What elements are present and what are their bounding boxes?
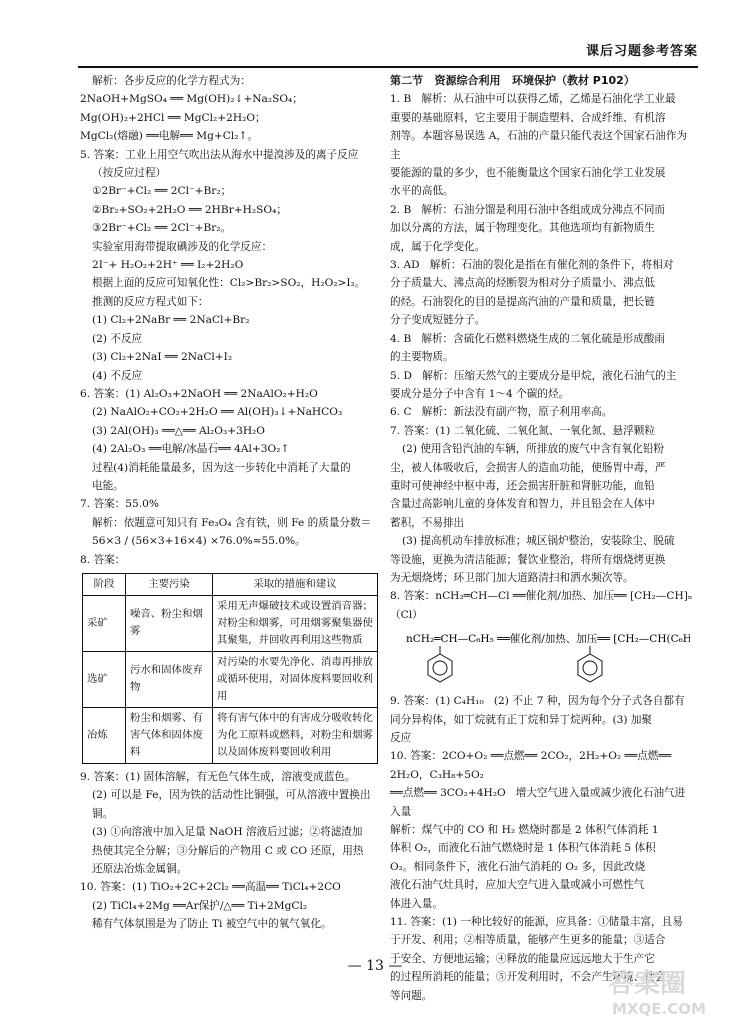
text-line: 6. C 解析：新法没有副产物，原子利用率高。 bbox=[390, 406, 613, 419]
text-line: 9. 答案：(1) 固体溶解，有无色气体生成，溶液变成蓝色。 bbox=[80, 770, 356, 783]
text-line: 分子变成短链分子。 bbox=[390, 314, 486, 327]
text-line: （按反应过程） bbox=[92, 167, 167, 180]
benzene-ring-monomer bbox=[428, 654, 452, 682]
text-line: 解析：煤气中的 CO 和 H₂ 燃烧时都是 2 体积气体消耗 1 bbox=[390, 824, 659, 837]
table-cell: 对污染的水要先净化、消毒再排放或循环使用，对固体废料要回收利用 bbox=[213, 651, 378, 707]
text-line: (3) 2Al(OH)₃ ══△══ Al₂O₃+3H₂O bbox=[92, 424, 265, 437]
text-line: 解析：各步反应的化学方程式为： bbox=[92, 75, 251, 87]
text-line: (2) NaAlO₂+CO₂+2H₂O ══ Al(OH)₃↓+NaHCO₃ bbox=[92, 406, 343, 419]
styrene-polymerization bbox=[400, 628, 696, 688]
page-header bbox=[78, 22, 698, 68]
text-line: 分子质量大、沸点高的烃断裂为相对分子质量小、沸点低 bbox=[390, 277, 655, 290]
text-line: (3) 提高机动车排放标准；城区锅炉整治，安装除尘、脱硫 bbox=[402, 535, 675, 548]
text-line: Mg(OH)₂+2HCl ══ MgCl₂+2H₂O； bbox=[80, 111, 266, 124]
text-line: 7. 答案：(1) 二氧化硫、二氧化氮、一氧化氮、悬浮颗粒 bbox=[390, 424, 655, 437]
text-line: MgCl₂(熔融) ══电解══ Mg+Cl₂↑。 bbox=[80, 130, 258, 143]
text-line: 水平的高低。 bbox=[390, 185, 454, 198]
table-row bbox=[83, 595, 378, 651]
table-cell: 选矿 bbox=[83, 651, 126, 707]
text-line: ══点燃══ 3CO₂+4H₂O 增大空气进入量或减少液化石油气进 bbox=[390, 787, 686, 800]
table-header-row bbox=[83, 573, 378, 595]
text-line: 推测的反应方程式如下： bbox=[92, 295, 209, 308]
text-line: 8. 答案：nCH₂═CH—Cl ══催化剂/加热、加压══ [CH₂—CH]ₙ（Cl） bbox=[390, 590, 693, 621]
table-cell: 污水和固体废弃物 bbox=[126, 651, 213, 707]
text-line: 56×3 / (56×3+16×4) ×76.0%≈55.0%。 bbox=[92, 535, 306, 548]
text-line: 7. 答案：55.0% bbox=[80, 498, 159, 511]
text-line: 解析：依题意可知只有 Fe₃O₄ 含有铁，则 Fe 的质量分数＝ bbox=[92, 516, 372, 529]
pollution-table bbox=[82, 573, 378, 764]
text-line: 4. B 解析：含硫化石燃料燃烧生成的二氧化硫是形成酸雨 bbox=[390, 332, 666, 345]
text-line: 9. 答案：(1) C₄H₁₀ (2) 不止 7 种，因为每个分子式各自都有 bbox=[390, 695, 685, 708]
text-line: 根据上面的反应可知氧化性：Cl₂>Br₂>SO₂，H₂O₂>I₂。 bbox=[92, 277, 366, 290]
text-line: 6. 答案：(1) Al₂O₃+2NaOH ══ 2NaAlO₂+H₂O bbox=[80, 387, 318, 400]
text-line: 的主要物质。 bbox=[390, 351, 454, 364]
text-line: (2) 可以是 Fe，因为铁的活动性比铜强，可从溶液中置换出铜。 bbox=[92, 789, 371, 820]
table-header: 主要污染 bbox=[126, 573, 213, 595]
benzene-ring-inner bbox=[433, 661, 447, 675]
text-line: 过程(4)消耗能量最多，因为这一步转化中消耗了大量的 bbox=[92, 461, 351, 474]
header-title: 课后习题参考答案 bbox=[585, 44, 698, 59]
text-line: (2) 不反应 bbox=[92, 332, 143, 345]
table-cell: 采用无声爆破技术或设置消音器；对粉尘和烟雾，可用烟雾聚集器使其聚集，并回收再利用这些物质 bbox=[213, 595, 378, 651]
text-line: 8. 答案： bbox=[80, 553, 126, 566]
text-line: 2. B 解析：石油分馏是利用石油中各组成成分沸点不同而 bbox=[390, 203, 666, 216]
text-line: (4) 2Al₂O₃ ══电解/冰晶石══ 4Al+3O₂↑ bbox=[92, 443, 290, 456]
table-header: 阶段 bbox=[83, 573, 126, 595]
text-line: ③2Br⁻+Cl₂ ══ 2Cl⁻+Br₂。 bbox=[92, 222, 232, 235]
text-line: 热使其完全分解；③分解后的产物用 C 或 CO 还原，用热 bbox=[92, 844, 364, 857]
text-line: 加以分离的方法，属于物理变化。其他选项均有新物质生 bbox=[390, 222, 655, 235]
text-line: 为无烟烧烤；环卫部门加大道路清扫和洒水频次等。 bbox=[390, 571, 634, 584]
text-line: 11. 答案：(1) 一种比较好的能源，应具备：①储量丰富，且易 bbox=[390, 916, 683, 929]
text-line: (3) ①向溶液中加入足量 NaOH 溶液后过滤；②将滤渣加 bbox=[92, 826, 363, 839]
text-line: 电能。 bbox=[92, 479, 124, 492]
text-line: 入量 bbox=[390, 805, 412, 818]
table-header: 采取的措施和建议 bbox=[213, 573, 378, 595]
table-row bbox=[83, 651, 378, 707]
watermark-sub: MXQE.COM bbox=[612, 1000, 706, 1018]
table-row bbox=[83, 707, 378, 763]
text-line: (2) 使用含铅汽油的车辆，所排放的废气中含有氧化铅粉 bbox=[402, 443, 665, 456]
text-line: 要成分是分子中含有 1～4 个碳的烃。 bbox=[390, 387, 570, 400]
text-line: 同分异构体，如丁烷就有正丁烷和异丁烷两种。(3) 加聚 bbox=[390, 713, 653, 726]
text-line: 稀有气体氛围是为了防止 Ti 被空气中的氧气氧化。 bbox=[92, 918, 332, 931]
text-line: 1. B 解析：从石油中可以获得乙烯，乙烯是石油化学工业最 bbox=[390, 93, 676, 106]
text-line: 含量过高影响儿童的身体发育和智力，并且铅会在人体中 bbox=[390, 498, 655, 511]
text-line: (1) Cl₂+2NaBr ══ 2NaCl+Br₂ bbox=[92, 314, 250, 327]
text-line: 体积 O₂，而液化石油气燃烧时是 1 体积气体消耗 5 体积 bbox=[390, 842, 656, 855]
styrene-caption: nCH₂═CH—C₆H₅ ══催化剂/加热、加压══ [CH₂—CH(C₆H₅)]ₙ bbox=[406, 633, 690, 646]
text-line: 5. D 解析：压缩天然气的主要成分是甲烷，液化石油气的主 bbox=[390, 369, 677, 382]
watermark-text: 答案圈 bbox=[608, 969, 687, 999]
table-cell: 粉尘和烟雾、有害气体和固体废料 bbox=[126, 707, 213, 763]
text-line: 等设施，更换为清洁能源；餐饮业整治，将所有烟烧烤更换 bbox=[390, 553, 666, 566]
text-line: 5. 答案：工业上用空气吹出法从海水中提溴涉及的离子反应 bbox=[80, 148, 359, 161]
text-line: 要能源的量的多少，也不能衡量这个国家石油化学工业发展 bbox=[390, 167, 666, 180]
text-line: 蓄积，不易排出 bbox=[390, 516, 465, 529]
text-line: 等问题。 bbox=[390, 989, 433, 1002]
text-line: (3) Cl₂+2NaI ══ 2NaCl+I₂ bbox=[92, 351, 233, 364]
text-line: 成，属于化学变化。 bbox=[390, 240, 486, 253]
text-line: 反应 bbox=[390, 732, 412, 744]
text-line: 于安全、方便地运输；④释放的能量应远远地大于生产它 bbox=[390, 952, 655, 965]
text-line: 2I⁻+ H₂O₂+2H⁺ ══ I₂+2H₂O bbox=[92, 259, 244, 272]
text-line: 重时可使神经中枢中毒，还会损害肝脏和肾脏功能，血铅 bbox=[390, 479, 655, 492]
styrene-equation-svg bbox=[400, 628, 690, 688]
table-cell: 噪音、粉尘和烟雾 bbox=[126, 595, 213, 651]
text-line: 的烃。石油裂化的目的是提高汽油的产量和质量，把长链 bbox=[390, 295, 655, 308]
text-line: 的过程所消耗的能量；⑤开发利用时，不会产生环境、社会 bbox=[390, 971, 666, 984]
text-line: 10. 答案：(1) TiO₂+2C+2Cl₂ ══高温══ TiCl₄+2CO bbox=[80, 881, 341, 894]
text-line: 于开发、利用；②相等质量，能够产生更多的能量；③适合 bbox=[390, 934, 666, 947]
table-cell: 采矿 bbox=[83, 595, 126, 651]
text-line: 剂等。本题容易误选 A，石油的产量只能代表这个国家石油作为主 bbox=[390, 130, 688, 161]
text-line: 液化石油气灶具时，应加大空气进入量或减小可燃性气 bbox=[390, 879, 645, 892]
table-cell: 将有害气体中的有害成分吸收转化为化工原料或燃料，对粉尘和烟雾以及固体废料要回收利用 bbox=[213, 707, 378, 763]
section-title: 第二节 资源综合利用 环境保护（教材 P102） bbox=[390, 74, 635, 87]
text-line: O₂。相同条件下，液化石油气消耗的 O₂ 多，因此改烧 bbox=[390, 860, 646, 873]
right-column bbox=[390, 72, 696, 1005]
page-number: — 13 — bbox=[347, 958, 403, 974]
text-line: ①2Br⁻+Cl₂ ══ 2Cl⁻+Br₂； bbox=[92, 185, 232, 198]
text-line: 3. AD 解析：石油的裂化是指在有催化剂的条件下，将相对 bbox=[390, 259, 674, 272]
text-line: 尘，被人体吸收后，会损害人的造血功能，使肠胃中毒，严 bbox=[390, 461, 666, 474]
text-line: ②Br₂+SO₂+2H₂O ══ 2HBr+H₂SO₄； bbox=[92, 203, 287, 216]
text-line: (4) 不反应 bbox=[92, 369, 143, 382]
benzene-ring-polymer bbox=[578, 654, 602, 682]
watermark-logo bbox=[600, 962, 730, 1022]
text-line: 2NaOH+MgSO₄ ══ Mg(OH)₂↓+Na₂SO₄； bbox=[80, 93, 303, 106]
text-line: 还原法冶炼金属铜。 bbox=[92, 863, 188, 875]
text-line: 重要的基础原料，它主要用于制造塑料、合成纤维、有机溶 bbox=[390, 111, 666, 124]
text-line: 体进入量。 bbox=[390, 897, 443, 910]
text-line: 10. 答案：2CO+O₂ ══点燃══ 2CO₂，2H₂+O₂ ══点燃══ 2H₂O，C₃H₈+5O₂ bbox=[390, 750, 675, 781]
text-line: (2) TiCl₄+2Mg ══Ar保护/△══ Ti+2MgCl₂ bbox=[92, 899, 308, 912]
text-line: 实验室用海带提取碘涉及的化学反应： bbox=[92, 240, 273, 253]
left-column bbox=[80, 72, 380, 934]
table-cell: 冶炼 bbox=[83, 707, 126, 763]
benzene-ring-inner bbox=[583, 661, 597, 675]
